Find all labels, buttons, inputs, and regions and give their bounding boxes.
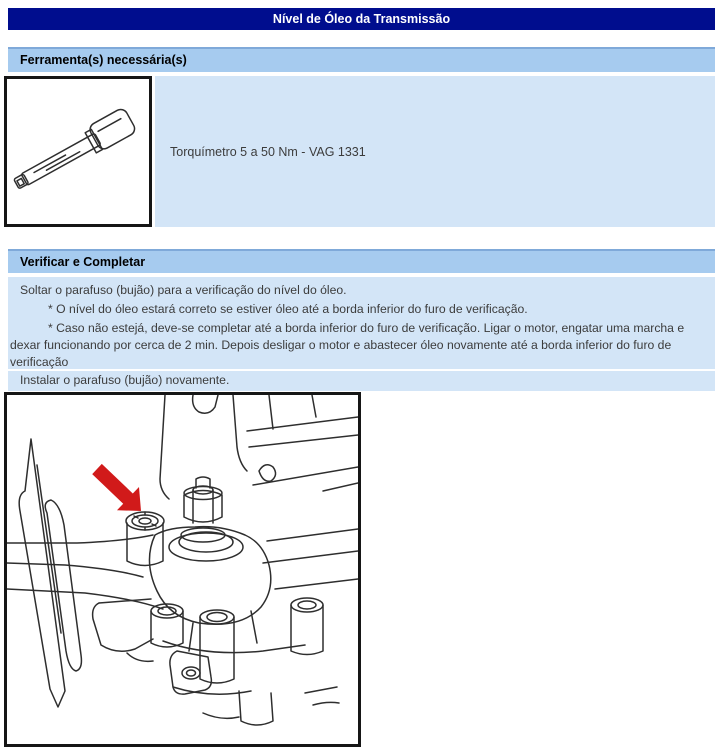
red-arrow-icon: [92, 464, 141, 511]
torque-wrench-icon: [7, 79, 149, 224]
transmission-figure-frame: [4, 392, 361, 747]
check-instructions: [8, 277, 715, 369]
instruction-step-install: Instalar o parafuso (bujão) novamente.: [8, 371, 715, 391]
instruction-bullet-level-correct: * O nível do óleo estará correto se estiver óleo até a borda inferior do furo de verificação.: [48, 302, 528, 316]
tool-description: Torquímetro 5 a 50 Nm - VAG 1331: [170, 144, 366, 159]
tool-description-cell: [155, 76, 715, 227]
section-header-check: Verificar e Completar: [8, 249, 715, 273]
instruction-bullet-top-up: * Caso não estejá, deve-se completar até a borda inferior do furo de verificação. Ligar o motor, engatar uma marcha e dexar funcionando por cerca de 2 min. Depois desligar o motor e abastecer óleo novamente até a borda inferior do furo de verificação: [10, 321, 685, 369]
page-title: Nível de Óleo da Transmissão: [8, 8, 715, 30]
tool-image-frame: [4, 76, 152, 227]
instruction-step-loosen: Soltar o parafuso (bujão) para a verificação do nível do óleo.: [20, 283, 347, 297]
transmission-filler-plug-illustration: [7, 395, 358, 744]
section-header-tools: Ferramenta(s) necessária(s): [8, 47, 715, 72]
